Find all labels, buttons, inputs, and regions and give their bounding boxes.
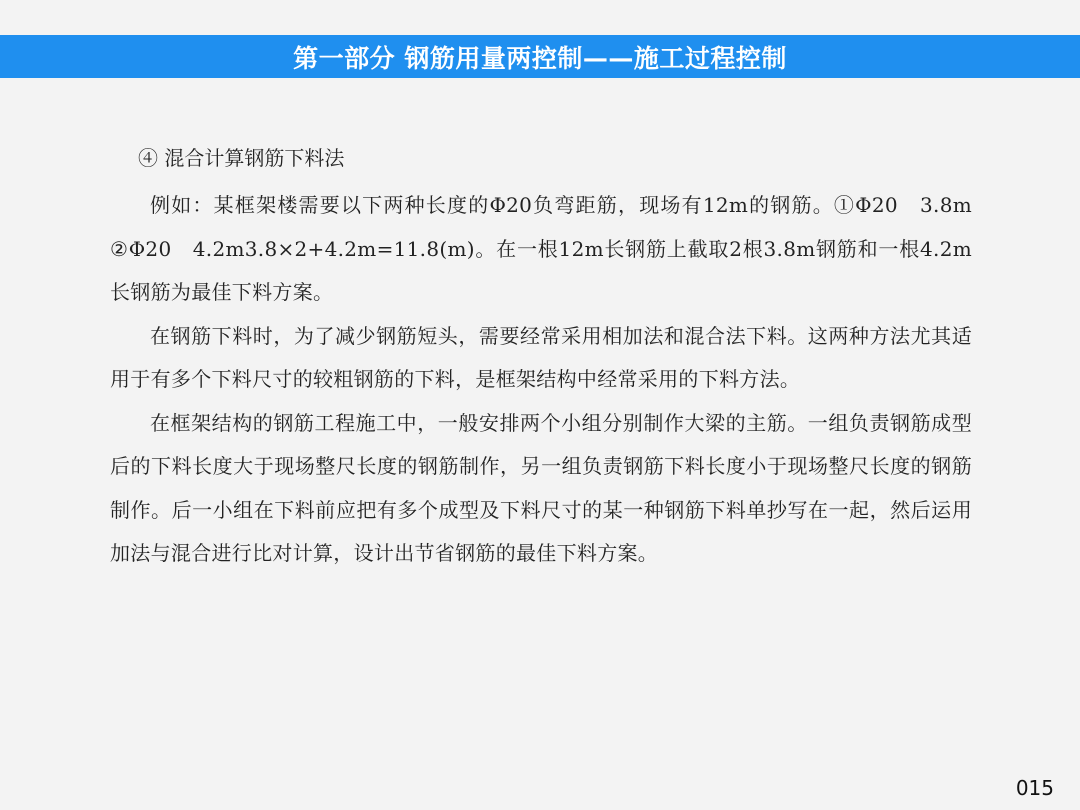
paragraph-construction: 在框架结构的钢筋工程施工中，一般安排两个小组分别制作大梁的主筋。一组负责钢筋成型后的下料长度大于现场整尺长度的钢筋制作，另一组负责钢筋下料长度小于现场整尺长度的钢筋制作。后一小组在下料前应把有多个成型及下料尺寸的某一种钢筋下料单抄写在一起，然后运用加法与混合进行比对计算，设计出节省钢筋的最佳下料方案。: [110, 410, 972, 565]
paragraph-method: 在钢筋下料时，为了减少钢筋短头，需要经常采用相加法和混合法下料。这两种方法尤其适用于有多个下料尺寸的较粗钢筋的下料，是框架结构中经常采用的下料方法。: [110, 323, 972, 391]
page-number: 015: [1015, 776, 1054, 800]
page-title: 第一部分 钢筋用量两控制——施工过程控制: [293, 43, 787, 73]
paragraph-example: 例如：某框架楼需要以下两种长度的Φ20负弯距筋，现场有12m的钢筋。①Φ20 3.8m ②Φ20 4.2m3.8×2+4.2m=11.8(m)。在一根12m长钢筋上截取2根3.8m钢筋和一根4.2m长钢筋为最佳下料方案。: [110, 193, 972, 304]
title-bar: [0, 35, 1080, 78]
section-heading: ④ 混合计算钢筋下料法: [138, 146, 345, 170]
content-area: [110, 140, 972, 576]
